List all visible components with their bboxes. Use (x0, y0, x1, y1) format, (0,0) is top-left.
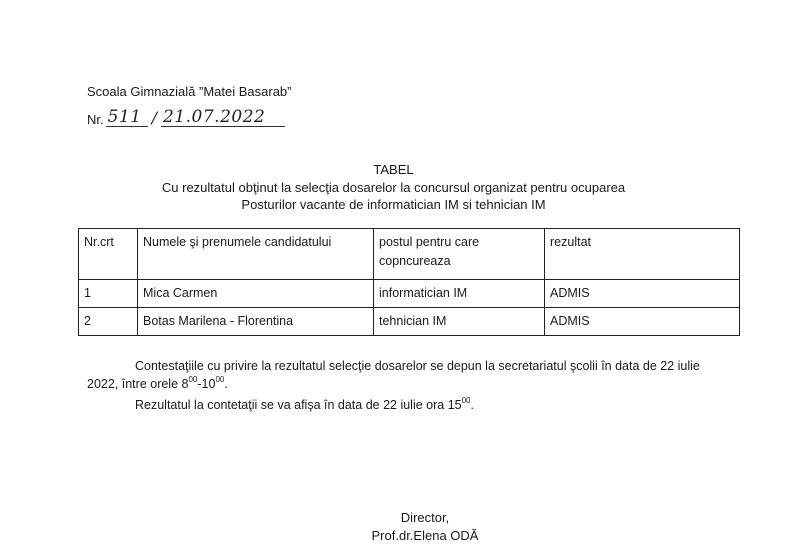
registration-number: 511 (106, 108, 148, 127)
signature-role: Director, (400, 510, 450, 525)
superscript-minutes: 00 (215, 375, 225, 384)
table-row (79, 280, 740, 308)
cell-nrcrt: 1 (79, 280, 138, 308)
nr-label: Nr. (87, 112, 104, 127)
registration-number-line (87, 108, 285, 127)
cell-post: tehnician IM (374, 308, 545, 336)
header-cell-nrcrt: Nr.crt (79, 229, 138, 280)
period: . (470, 398, 474, 412)
cell-nrcrt: 2 (79, 308, 138, 336)
cell-post: informatician IM (374, 280, 545, 308)
registration-separator: / (151, 108, 158, 127)
cell-result: ADMIS (545, 308, 740, 336)
registration-date: 21.07.2022 (161, 108, 285, 127)
header-cell-name: Numele şi prenumele candidatului (138, 229, 374, 280)
signature-name: Prof.dr.Elena ODĂ (371, 528, 479, 543)
contestation-paragraph-line1: Contestaţiile cu privire la rezultatul selecţie dosarelor se depun la secretariatul şcolii în data de 22 iulie (135, 359, 700, 373)
table-header-row (79, 229, 740, 280)
table-subtitle-2: Posturilor vacante de informatician IM si tehnician IM (241, 197, 546, 212)
contestation-hours-end: -10 (197, 377, 216, 391)
result-text: Rezultatul la contetaţii se va afişa în data de 22 iulie ora 15 (135, 398, 462, 412)
table-subtitle-1: Cu rezultatul obţinut la selecţia dosarelor la concursul organizat pentru ocuparea (161, 180, 626, 195)
cell-result: ADMIS (545, 280, 740, 308)
superscript-minutes: 00 (461, 396, 471, 405)
superscript-minutes: 00 (188, 375, 198, 384)
period: . (224, 377, 228, 391)
cell-name: Botas Marilena - Florentina (138, 308, 374, 336)
school-name: Scoala Gimnazială ”Matei Basarab” (87, 84, 292, 99)
header-cell-result: rezultat (545, 229, 740, 280)
cell-name: Mica Carmen (138, 280, 374, 308)
header-cell-post: postul pentru care copncureaza (374, 229, 545, 280)
results-table (78, 228, 740, 336)
contestation-paragraph-line2 (87, 377, 228, 391)
result-paragraph (135, 398, 474, 412)
table-row (79, 308, 740, 336)
table-title: TABEL (373, 162, 414, 177)
contestation-hours-text: 2022, între orele 8 (87, 377, 189, 391)
